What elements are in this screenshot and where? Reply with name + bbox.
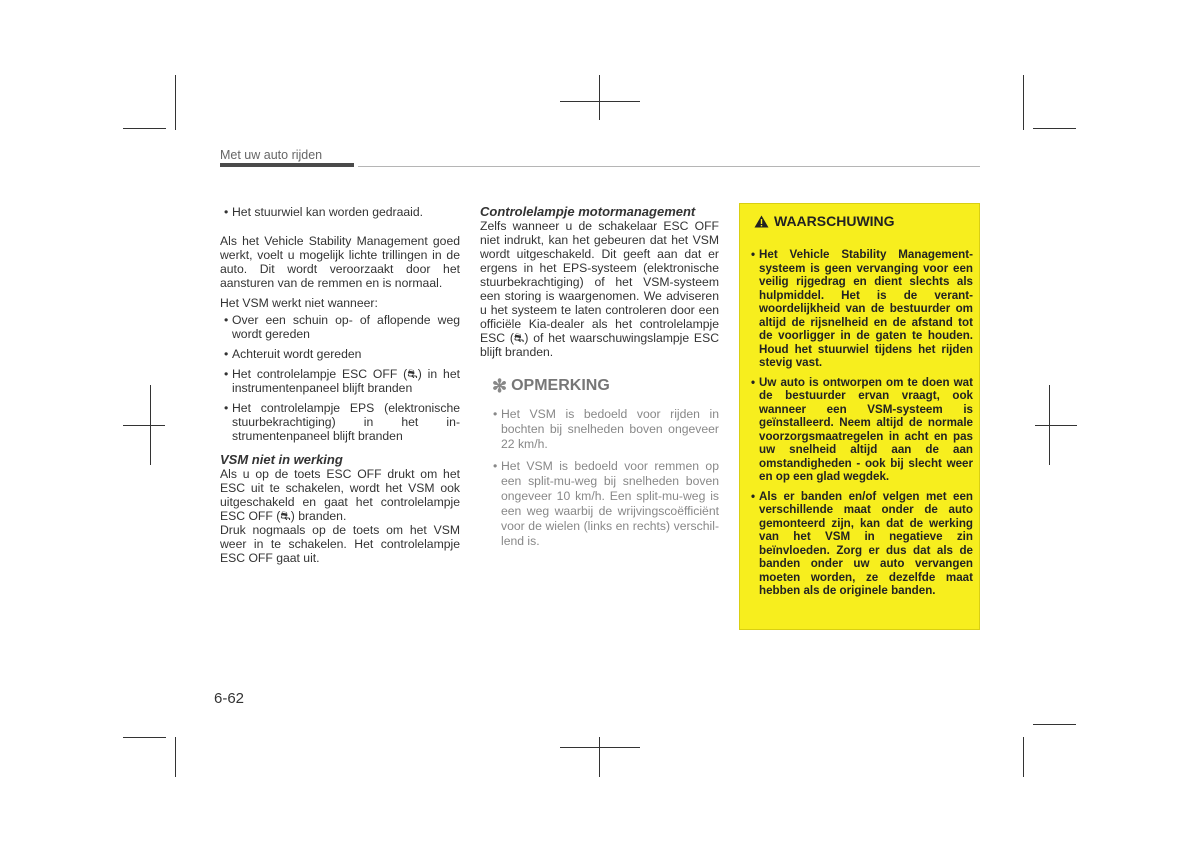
paragraph: Als u op de toets ESC OFF drukt om het ESC uit te schakelen, wordt het VSM ook uitgeschakeld en gaat het controlelampje ESC OFF (⛐) branden. [220, 467, 460, 523]
warning-triangle-icon [754, 215, 769, 228]
paragraph: Zelfs wanneer u de schakelaar ESC OFF niet indrukt, kan het gebeuren dat het VSM wordt uitgeschakeld. Dit geeft aan dat er ergens in het EPS-systeem (elektronische stuurbekrachtiging) of het VSM-systeem een storing is waargenomen. We adviseren u het systeem te laten controleren door een officiële Kia-dealer als het controlelampje ESC (⛐) of het waarschuwingslampje ESC blijft branden. [480, 219, 719, 359]
subheading: VSM niet in werking [220, 452, 343, 467]
list-item: • Over een schuin op- of aflopende weg wordt gereden [220, 313, 460, 341]
warning-list [747, 248, 973, 604]
paragraph: Druk nogmaals op de toets om het VSM weer in te schakelen. Het controlelampje ESC OFF gaat uit. [220, 523, 460, 565]
warning-title: WAARSCHUWING [774, 213, 895, 229]
list-item: • Het VSM is bedoeld voor rijden in bochten bij snelheden boven ongeveer 22 km/h. [489, 407, 719, 452]
list-item: • Het VSM is bedoeld voor remmen op een split-mu-weg bij snelheden boven ongeveer 10 km/h. Een split-mu-weg is een weg waarbij de wrijvingscoëfficiënt voor de wielen (links en rechts) verschillend is. [489, 459, 719, 549]
list-heading: Het VSM werkt niet wanneer: [220, 296, 378, 310]
subheading: Controlelampje motormanagement [480, 204, 696, 219]
left-column [220, 205, 460, 565]
list-item: • Het Vehicle Stability Managementsysteem is geen vervanging voor een veilig rijgedrag en dient slechts als hulpmiddel. Het is de verantwoordelijkheid van de bestuurder om altijd de rijsnelheid en de afstand tot de voorligger in de gaten te houden. Houd het stuurwiel tijdens het rijden stevig vast. [747, 248, 973, 370]
page-number: 6-62 [214, 690, 245, 707]
section-header: Met uw auto rijden [220, 148, 323, 162]
note-heading [492, 376, 719, 396]
list-item: • Achteruit wordt gereden [220, 347, 460, 361]
note-title: OPMERKING [511, 377, 610, 394]
list-item: • Als er banden en/of velgen met een verschillende maat onder de auto gemonteerd zijn, kan dat de werking van het VSM in negatieve zin beïnvloeden. Zorg er dus dat als de banden onder uw auto vervangen moeten worden, ze dezelfde maat hebben als de originele banden. [747, 490, 973, 598]
condition-list [220, 313, 460, 443]
warning-box [739, 203, 980, 630]
asterisk-icon: ✻ [492, 376, 508, 396]
header-bar [220, 163, 354, 167]
list-item: • Het stuurwiel kan worden gedraaid. [220, 205, 460, 219]
note-list [489, 407, 719, 549]
list-item: • Het controlelampje EPS (elektronische stuurbekrachtiging) in het instrumentenpaneel blijft branden [220, 401, 460, 443]
list-item: • Het controlelampje ESC OFF (⛐) in het instrumentenpaneel blijft branden [220, 367, 460, 395]
warning-heading [754, 213, 895, 229]
header-rule [358, 166, 980, 167]
list-item: • Uw auto is ontworpen om te doen wat de bestuurder ervan vraagt, ook wanneer een VSM-systeem is geïnstalleerd. Neem altijd de normale voorzorgsmaatregelen in acht en pas uw snelheid altijd aan de aan omstandigheden - ook bij slecht weer en op een glad wegdek. [747, 376, 973, 484]
middle-column [480, 205, 719, 549]
paragraph: Als het Vehicle Stability Management goed werkt, voelt u mogelijk lichte trillingen in de auto. Dit wordt veroorzaakt door het aansturen van de remmen en is normaal. [220, 234, 460, 290]
